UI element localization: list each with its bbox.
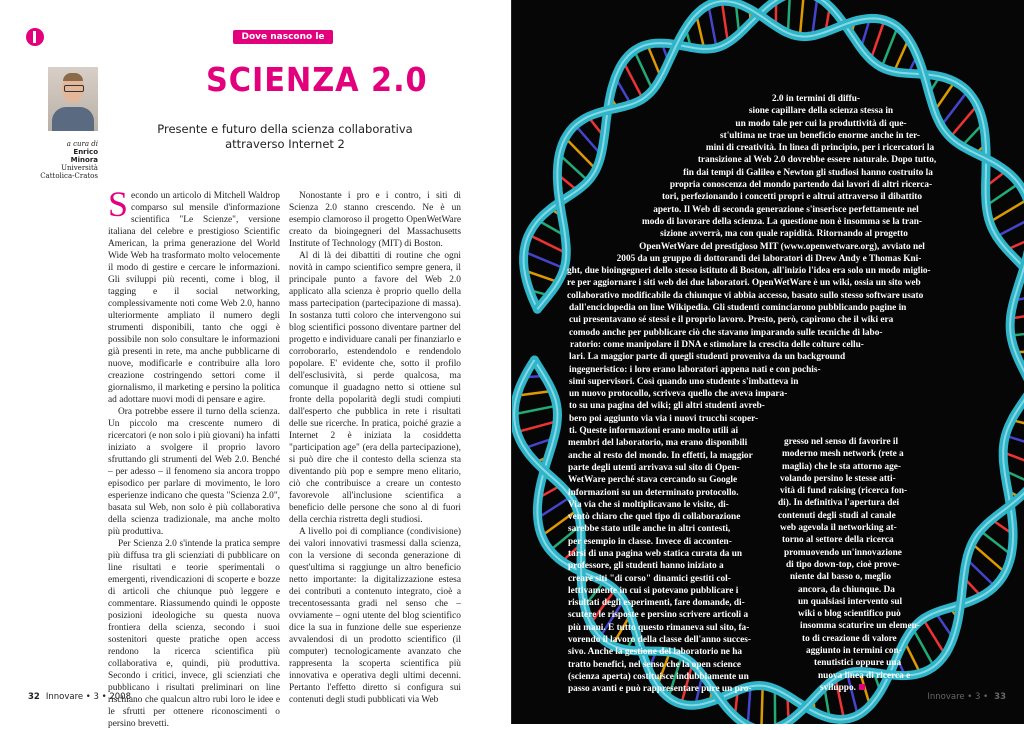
paragraph: econdo un articolo di Mitchell Waldrop comparso sul mensile d'informazione scientifica "Le Scienze", versione italiana del celebre e prestigioso Scientific American, la prima generazione del World Wide Web ha trasformato molto velocemente il modo di gestire e cercare le informazioni. Gli sviluppi più recenti, come i blog, il tagging e il social networking, complessivamente noti come Web 2.0, hanno ulteriormente ampliato il numero degli strumenti disponibili, tanto che oggi è possibile non solo consultare le informazioni già presenti in rete, ma anche pubblicarne di nuove, modificarle e contribuire alla loro creazione costringendo settori come il giornalismo, il marketing e persino la politica ad adottare nuovi modi di pensare e agire. — [108, 191, 280, 405]
base-pair-rung — [871, 20, 885, 60]
text-line: più mani. E tutto questo rimaneva sul sito, fa- — [568, 622, 753, 634]
text-line: fin dai tempi di Galileo e Newton gli studiosi hanno costruito la — [662, 167, 954, 179]
base-pair-rung — [980, 531, 1011, 555]
text-line: collaborativo modificabile da chiunque vi abbia accesso, basato sullo stesso software usato — [567, 290, 931, 302]
text-line: un qualsiasi intervento sul — [798, 596, 938, 608]
text-line: parte degli utenti arrivava sul sito di Open- — [568, 462, 753, 474]
base-pair-rung — [882, 27, 898, 67]
text-line: anche al resto del mondo. In effetti, la maggior — [568, 450, 753, 462]
rubric-label: Dove nascono le idee — [233, 30, 333, 44]
text-line: re per aggiornare i siti web dei due laboratori. OpenWetWare è un wiki, ossia un sito web — [567, 277, 933, 289]
base-pair-rung — [634, 51, 652, 90]
text-line: sarebbe stato utile anche in altri contesti, — [568, 523, 753, 535]
text-line: sizione avverrà, ma con quale rapidità. Ritornando al progetto — [644, 228, 924, 240]
base-pair-rung — [514, 406, 557, 415]
base-pair-rung — [524, 252, 564, 269]
folio-left — [28, 692, 131, 702]
text-line: volando persino le stesse atti- — [780, 473, 920, 485]
text-line: comodo anche per pubblicare ciò che stavano imparando sulle tecniche di labo- — [569, 327, 889, 339]
text-line: passo avanti e può rappresentare pure un pro- — [568, 683, 753, 695]
text-line: OpenWetWare del prestigioso MIT (www.openwetware.org), avviato nel — [632, 241, 932, 253]
text-line: contenuti degli studi al canale — [778, 510, 918, 522]
text-line: 2.0 in termini di diffu- — [770, 93, 862, 105]
author-byline — [28, 140, 98, 180]
article-subtitle: Presente e futuro della scienza collaborativa attraverso Internet 2 — [150, 122, 420, 152]
section-tab-marker — [26, 28, 44, 46]
magazine-issue: Innovare • 3 • — [927, 692, 988, 702]
base-pair-rung — [529, 235, 567, 253]
page-number: 32 — [28, 692, 40, 702]
text-line: tratto benefici, nel senso che la open science — [568, 659, 753, 671]
text-line: vorendo il lavoro della classe dell'anno succes- — [568, 634, 753, 646]
text-line: vità di fund raising (ricerca fon- — [780, 485, 920, 497]
text-line: un nuovo protocollo, scriveva quello che aveva impara- — [569, 388, 789, 400]
base-pair-rung — [788, 0, 790, 33]
base-pair-rung — [986, 184, 1018, 206]
text-line: nuova linea di ricerca e — [818, 670, 958, 682]
text-line: gresso nel senso di favorire il — [784, 436, 924, 448]
text-line: ti. Queste informazioni erano molto utili ai — [569, 425, 754, 437]
text-line: mini di creatività. In linea di principio, per i ricercatori la — [685, 142, 955, 154]
text-line: un modo tale per cui la produttività di que- — [731, 118, 911, 130]
text-line: per esempio in classe. Invece di acconten- — [568, 536, 753, 548]
base-pair-rung — [517, 421, 557, 432]
text-line: scutere le risposte e persino scrivere articoli a — [568, 609, 753, 621]
text-line: dall'enciclopedia on line Wikipedia. Gli studenti cominciarono pubblicando pagine in — [569, 302, 909, 314]
article-title: SCIENZA 2.0 — [206, 60, 428, 99]
paragraph: Nonostante i pro e i contro, i siti di Scienza 2.0 stanno crescendo. Ne è un esempio clamoroso il progetto OpenWetWare creato da bioingegneri del Massachusetts Institute of Technology (MIT) di Boston. — [289, 190, 461, 250]
text-line: di tipo down-top, cioè prove- — [786, 559, 926, 571]
author-affiliation-2: Cattolica-Cratos — [28, 172, 98, 180]
author-affiliation-1: Università — [28, 164, 98, 172]
text-line: propria conoscenza del mondo partendo dai lavori di altri ricerca- — [651, 179, 951, 191]
folio-right — [927, 692, 1006, 702]
author-last-name: Minora — [28, 156, 98, 164]
text-line: ventò chiaro che quel tipo di collaborazione — [568, 511, 753, 523]
text-line: modo di lavorare della scienza. La questione non è insomma se la tran- — [634, 216, 930, 228]
text-line: transizione al Web 2.0 dovrebbe essere naturale. Dopo tutto, — [681, 154, 953, 166]
body-column-1 — [108, 190, 280, 730]
text-line: tori, perfezionando i concetti propri e altrui attraverso il dibattito — [639, 191, 945, 203]
text-line: aperto. Il Web di seconda generazione s'inserisce perfettamente nel — [636, 204, 936, 216]
text-line: lari. La maggior parte di quegli studenti proveniva da un background — [569, 351, 849, 363]
text-line: torno al settore della ricerca — [782, 534, 922, 546]
text-line: to su una pagina del wiki; gli altri studenti avreb- — [569, 400, 769, 412]
text-line: st'ultima ne trae un beneficio enorme anche in ter- — [709, 130, 931, 142]
text-line: web agevola il networking at- — [780, 522, 920, 534]
text-line: professore, gli studenti hanno iniziato a — [568, 560, 753, 572]
base-pair-rung — [708, 5, 716, 48]
text-line: di). In definitiva l'apertura dei — [778, 497, 918, 509]
text-line: ratorio: come manipolare il DNA e stimolare la crescita delle colture cellu- — [570, 339, 876, 351]
base-pair-rung — [997, 218, 1024, 236]
text-line: moderno mesh network (rete a — [782, 448, 922, 460]
text-line: (scienza aperta) costituisce indubbiamente un — [568, 671, 753, 683]
text-line: aggiunto in termini con- — [806, 645, 946, 657]
base-pair-rung — [990, 199, 1024, 222]
text-line: insomma scaturire un elemen- — [800, 620, 940, 632]
text-line: lettivamente in cui si potevano pubblicare i — [568, 585, 753, 597]
base-pair-rung — [967, 559, 995, 586]
text-line: simi supervisori. Così quando uno studente s'imbatteva in — [569, 376, 809, 388]
byline-label: a cura di — [28, 140, 98, 148]
text-line: risultati degli esperimenti, fare domande, di- — [568, 597, 753, 609]
paragraph: Ora potrebbe essere il turno della scienza. Un piccolo ma crescente numero di ricercatori (e non solo i più giovani) ha infatti iniziato a svolgere il proprio lavoro sfruttando gli strumenti del Web 2.0. Benché – per adesso – il fenomeno sia ancora troppo episodico per parlare di movimento, le loro esperienze indicano che questa "Scienza 2.0", basata sul Web, non solo è più collaborativa della scienza tradizionale, ma anche molto più produttiva. — [108, 406, 280, 538]
text-line: bero poi aggiunto via via i nuovi trucchi scoper- — [569, 413, 755, 425]
base-pair-rung — [800, 0, 804, 36]
paragraph: Per Scienza 2.0 s'intende la pratica sempre più diffusa tra gli scienziati di pubblicare on line risultati e teorie sperimentali o emergenti, rivendicazioni di scoperte e bozze di articoli che chiunque può leggere e commentare. Riassumendo quindi le opposte posizioni ideologiche su questa nuova frontiera della scienza, secondo i suoi sostenitori queste pratiche open access rendono la ricerca scientifica più collaborativa e, quindi, più produttiva. Secondo i critici, invece, gli scienziati che pubblicano i risultati preliminari on line rischiano che qualcun altro rubi loro le idee e le sfrutti per ottenere riconoscimenti o persino brevetti. — [108, 538, 280, 730]
paragraph: Al di là dei dibattiti di routine che ogni novità in campo scientifico sempre genera, il principale punto a favore del Web 2.0 applicato alla scienza è proprio quello della mass partecipation (partecipazione di massa). In sostanza tutti coloro che intervengono sui blog scientifici possono diventare partner del progetto e individuare canali per finanziarlo e corroborarlo, estendendolo e rendendolo popolare. E' evidente che, sotto il profilo dell'esclusività, si perde qualcosa, ma comunque il guadagno netto si ottiene sul fronte della popolarità degli studi compiuti dall'esperto che pubblica in rete i risultati delle sue ricerche. In pratica, poiché grazie a Internet 2 è iniziata la cosiddetta "participation age" (era della partecipazione), si può dire che il contesto della scienza sta diventando più pop e sempre meno elitario, ciò che contribuisce a creare un contesto favorevole all'inclusione scientifica a beneficio delle persone che sono al di fuori della cerchia ristretta degli studiosi. — [289, 250, 461, 526]
base-pair-rung — [722, 1, 728, 42]
text-line: sviluppo. — [820, 682, 960, 694]
text-line: membri del laboratorio, ma erano disponibili — [568, 437, 753, 449]
text-line: sivo. Anche la gestione del laboratorio ne ha — [568, 646, 753, 658]
text-line: ancora, da chiunque. Da — [798, 584, 938, 596]
text-line: WetWare perché stava cercando su Google — [568, 474, 753, 486]
text-line: sione capillare della scienza stessa in — [741, 105, 901, 117]
text-line: maglia) che le sta attorno age- — [782, 461, 922, 473]
magazine-issue: Innovare • 3 • 2008 — [46, 692, 131, 702]
text-line: promuovendo un'innovazione — [784, 547, 924, 559]
text-line: tenutistici oppure una — [814, 657, 954, 669]
end-mark — [859, 684, 865, 690]
text-line: niente dal basso o, meglio — [790, 571, 930, 583]
drop-cap: S — [108, 190, 131, 218]
body-column-2 — [289, 190, 461, 706]
text-line: informazioni su un determinato protocollo. — [568, 487, 753, 499]
text-line: ght, due bioingegneri dello stesso istituto di Boston, all'inizio l'idea era solo un modo miglio- — [567, 265, 937, 277]
text-line: cui presentavano sé stessi e il proprio lavoro. Presto, però, capirono che il wiki era — [569, 314, 887, 326]
text-line: wiki o blog scientifico può — [798, 608, 938, 620]
page-number: 33 — [994, 692, 1006, 702]
text-line: 2005 da un gruppo di dottorandi dei laboratori di Drew Andy e Thomas Kni- — [610, 253, 928, 265]
text-line: creare siti "di corso" dinamici gestiti col- — [568, 573, 753, 585]
author-photo — [48, 67, 98, 131]
text-line: tarsi di una pagina web statica curata da un — [568, 548, 753, 560]
right-side-text — [782, 436, 922, 694]
text-line: to di creazione di valore — [802, 633, 942, 645]
author-first-name: Enrico — [28, 148, 98, 156]
paragraph: A livello poi di compliance (condivisione) dei valori innovativi trasmessi dalla scienza, con la versione di seconda generazione di quest'ultima si raggiunge un altro beneficio netto importante: la digitalizzazione estesa dei contributi a contenuto integrato, cioè a trecentosessanta gradi nel senso che – ovviamente – ogni utente del blog scientifico dice la sua in funzione delle sue esperienze avvalendosi di un prodotto scientifico (il computer) tecnologicamente avanzato che rappresenta la scoperta scientifica più innovativa e operativa degli ultimi decenni. Pertanto l'effetto diretto si configura sui contenuti degli studi pubblicati via Web — [289, 526, 461, 706]
text-line: Via via che si moltiplicavano le visite, di- — [568, 499, 753, 511]
text-line: ingegneristico: i loro erano laboratori appena nati e con pochis- — [569, 364, 837, 376]
left-page — [0, 0, 512, 724]
